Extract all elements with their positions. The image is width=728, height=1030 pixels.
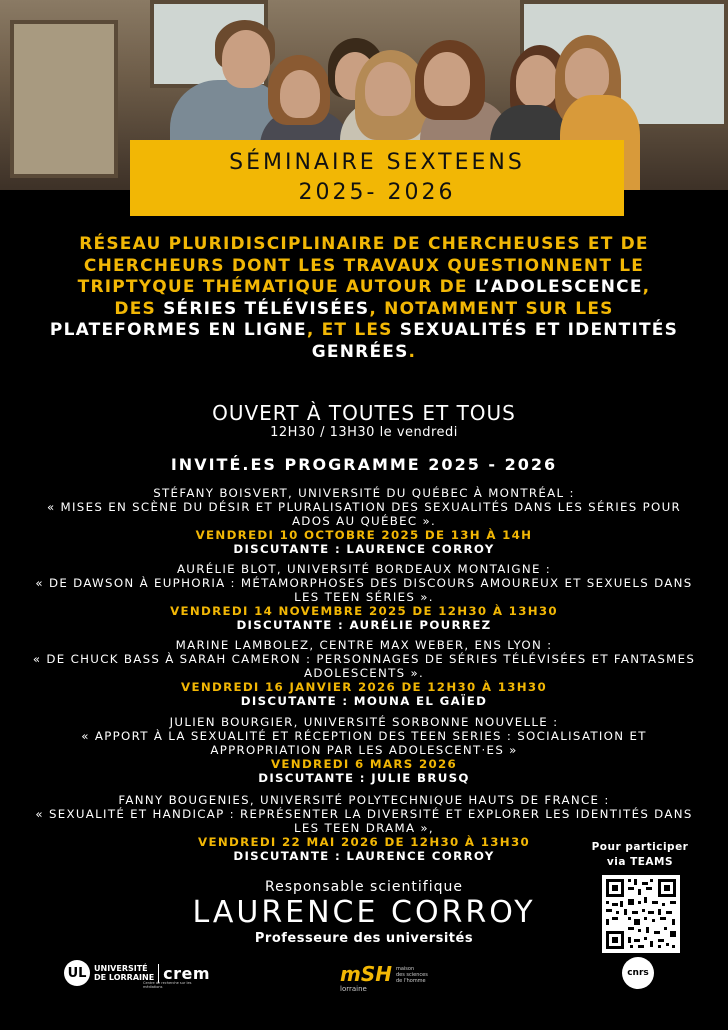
talk-title: « MISES EN SCÈNE DU DÉSIR ET PLURALISATION DES SEXUALITÉS DANS LES SÉRIES POUR ADOS AU QUÉBEC ». (46, 500, 681, 528)
talk-title: « DE DAWSON À EUPHORIA : MÉTAMORPHOSES DES DISCOURS AMOUREUX ET SEXUELS DANS LES TEEN SÉRIES ». (35, 576, 693, 604)
talk-speaker: AURÉLIE BLOT, UNIVERSITÉ BORDEAUX MONTAIGNE : (176, 562, 552, 576)
person-face (222, 30, 270, 88)
intro-part: SÉRIES TÉLÉVISÉES (163, 298, 370, 319)
ul-line: DE LORRAINE (94, 973, 155, 982)
seminar-years: 2025- 2026 (298, 180, 456, 205)
talk-speaker: STÉFANY BOISVERT, UNIVERSITÉ DU QUÉBEC À MONTRÉAL : (153, 486, 575, 500)
msh-subtitle (396, 966, 428, 984)
cabinet (10, 20, 118, 178)
open-to-all: OUVERT À TOUTES ET TOUS (212, 401, 516, 425)
participate-line: Pour participer (591, 841, 689, 853)
talk-speaker: FANNY BOUGENIES, UNIVERSITÉ POLYTECHNIQUE HAUTS DE FRANCE : (118, 793, 610, 807)
intro-part: , ET LES (306, 320, 400, 340)
msh-line: maison (395, 966, 415, 972)
intro-text (40, 234, 688, 363)
session-hours: 12H30 / 13H30 le vendredi (270, 425, 458, 440)
intro-part: , (642, 277, 651, 297)
talk-date: VENDREDI 6 MARS 2026 (271, 757, 457, 771)
crem-logo: crem (158, 964, 210, 983)
ul-line: UNIVERSITÉ (94, 964, 148, 973)
intro-part: L’ADOLESCENCE (474, 277, 643, 297)
talk-discussant: DISCUTANTE : LAURENCE CORROY (233, 542, 495, 556)
crem-subtitle: Centre de recherche sur les médiations (143, 981, 192, 989)
intro-part: . (408, 341, 417, 362)
ul-mark-icon: UL (64, 960, 90, 986)
participate-label (580, 840, 700, 870)
msh-line: des sciences (395, 972, 428, 978)
talk-title: « SEXUALITÉ ET HANDICAP : REPRÉSENTER LA DIVERSITÉ ET EXPLORER LES IDENTITÉS DANS LES TEEN DRAMA », (35, 807, 693, 835)
talk-speaker: MARINE LAMBOLEZ, CENTRE MAX WEBER, ENS LYON : (175, 638, 553, 652)
talk-date: VENDREDI 14 NOVEMBRE 2025 DE 12H30 À 13H30 (170, 604, 558, 618)
talk-title: « DE CHUCK BASS À SARAH CAMERON : PERSONNAGES DE SÉRIES TÉLÉVISÉES ET FANTASMES ADOLESCENTS ». (32, 652, 696, 680)
talk-item (30, 486, 698, 556)
talk-item (30, 562, 698, 632)
talk-date: VENDREDI 10 OCTOBRE 2025 DE 13H À 14H (195, 528, 533, 542)
talk-item (30, 715, 698, 785)
talk-speaker: JULIEN BOURGIER, UNIVERSITÉ SORBONNE NOUVELLE : (169, 715, 559, 729)
responsible-role: Responsable scientifique (265, 879, 463, 895)
person-face (424, 52, 470, 106)
talk-discussant: DISCUTANTE : AURÉLIE POURREZ (236, 618, 492, 632)
talk-item (30, 638, 698, 708)
intro-part: RÉSEAU PLURIDISCIPLINAIRE DE CHERCHEUSES ET DE CHERCHEURS DONT LES TRAVAUX QUESTIONNENT LE TRIPTYQUE THÉMATIQUE AUTOUR DE (77, 234, 649, 297)
person-face (280, 70, 320, 118)
intro-part: PLATEFORMES EN LIGNE (49, 320, 307, 340)
person-face (365, 62, 411, 116)
responsible-position: Professeure des universités (254, 931, 474, 946)
intro-part: , NOTAMMENT SUR LES (369, 298, 614, 319)
msh-lorraine: lorraine (340, 985, 367, 993)
talk-discussant: DISCUTANTE : MOUNA EL GAÏED (240, 694, 488, 708)
intro-part: DES (114, 298, 164, 319)
cnrs-logo: cnrs (622, 957, 654, 989)
program-title: INVITÉ.ES PROGRAMME 2025 - 2026 (170, 455, 558, 474)
msh-mark: mSH (340, 962, 392, 986)
talk-title: « APPORT À LA SEXUALITÉ ET RÉCEPTION DES TEEN SERIES : SOCIALISATION ET APPROPRIATION PAR LES ADOLESCENT·ES » (81, 729, 647, 757)
person-face (565, 48, 609, 100)
msh-line: de l'homme (395, 978, 426, 984)
seminar-title: SÉMINAIRE SEXTEENS (229, 150, 525, 175)
talk-date: VENDREDI 16 JANVIER 2026 DE 12H30 À 13H30 (181, 680, 547, 694)
msh-logo (340, 962, 428, 986)
talk-discussant: DISCUTANTE : JULIE BRUSQ (258, 771, 470, 785)
person-face (516, 55, 558, 107)
talk-date: VENDREDI 22 MAI 2026 DE 12H30 À 13H30 (198, 835, 530, 849)
seminar-title-box (130, 140, 624, 216)
participate-line: via TEAMS (606, 856, 674, 868)
ul-text (94, 964, 154, 982)
intro-part: SEXUALITÉS ET IDENTITÉS GENRÉES (311, 320, 679, 362)
responsible-name: LAURENCE CORROY (192, 895, 536, 930)
scientific-responsible (0, 879, 728, 946)
talk-discussant: DISCUTANTE : LAURENCE CORROY (233, 849, 495, 863)
